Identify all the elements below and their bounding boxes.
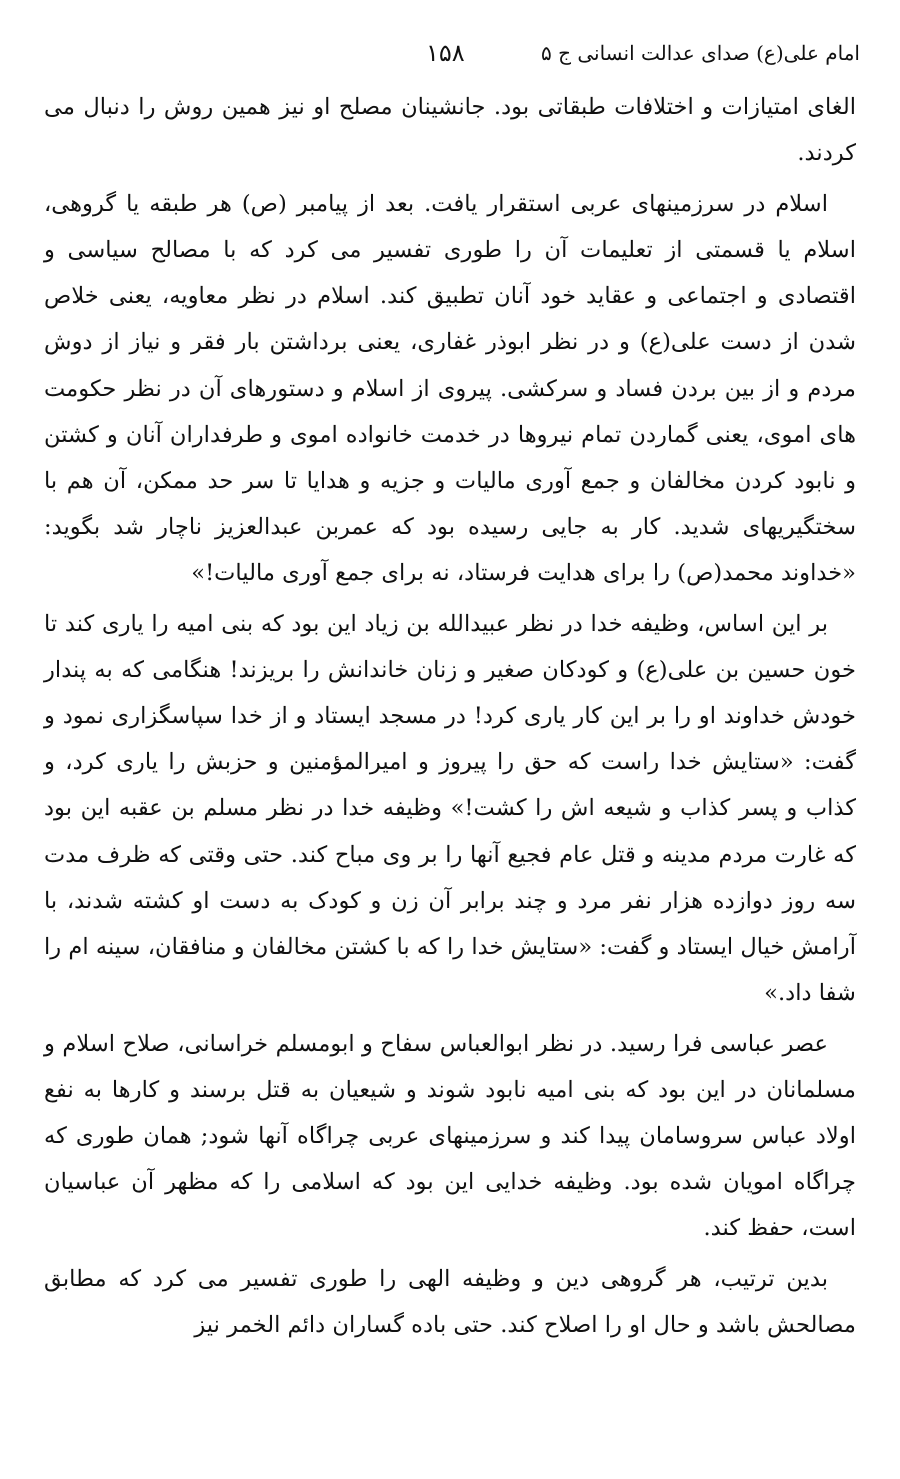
page-header <box>40 36 860 70</box>
body-text <box>44 84 856 1354</box>
paragraph: بر این اساس، وظیفه خدا در نظر عبیدالله بن زیاد این بود که بنی امیه را یاری کند تا خون حسین بن علی(ع) و کودکان صغیر و زنان خاندانش را بریزند! هنگامی که به پندار خودش خداوند او را بر این کار یاری کرد! در مسجد ایستاد و از خدا سپاسگزاری نمود و گفت: «ستایش خدا راست که حق را پیروز و امیرالمؤمنین و حزبش را یاری کرد، و کذاب و پسر کذاب و شیعه اش را کشت!» وظیفه خدا در نظر مسلم بن عقبه این بود که غارت مردم مدینه و قتل عام فجیع آنها را بر وی مباح کند. حتی وقتی که ظرف مدت سه روز دوازده هزار نفر مرد و چند برابر آن زن و کودک به دست او کشته شدند، با آرامش خیال ایستاد و گفت: «ستایش خدا را که با کشتن مخالفان و منافقان، سینه ام را شفا داد.» <box>44 611 856 1006</box>
page-number: ۱۵۸ <box>426 39 465 67</box>
paragraph: بدین ترتیب، هر گروهی دین و وظیفه الهی را طوری تفسیر می کرد که مطابق مصالحش باشد و حال او را اصلاح کند. حتی باده گساران دائم الخمر نیز <box>44 1266 856 1339</box>
paragraph: عصر عباسی فرا رسید. در نظر ابوالعباس سفاح و ابومسلم خراسانی، صلاح اسلام و مسلمانان در این بود که بنی امیه نابود شوند و شیعیان به قتل برسند و کارها به نفع اولاد عباس سروسامان پیدا کند و سرزمینهای عربی چراگاه آنها شود; همان طوری که چراگاه امویان شده بود. وظیفه خدایی این بود که اسلامی را که مظهر آن عباسیان است، حفظ کند. <box>44 1030 856 1242</box>
book-title: امام علی(ع) صدای عدالت انسانی ج ۵ <box>540 41 860 65</box>
paragraph: اسلام در سرزمینهای عربی استقرار یافت. بعد از پیامبر (ص) هر طبقه یا گروهی، اسلام یا قسمتی از تعلیمات آن را طوری تفسیر می کرد که با مصالح سیاسی و اقتصادی و اجتماعی و عقاید خود آنان تطبیق کند. اسلام در نظر معاویه، یعنی خلاص شدن از دست علی(ع) و در نظر ابوذر غفاری، یعنی برداشتن بار فقر و نیاز از دوش مردم و از بین بردن فساد و سرکشی. پیروی از اسلام و دستورهای آن در نظر حکومت های اموی، یعنی گماردن تمام نیروها در خدمت خانواده اموی و طرفداران آنان و کشتن و نابود کردن مخالفان و جمع آوری مالیات و جزیه و هدایا تا سر حد ممکن، آن هم با سختگیریهای شدید. کار به جایی رسیده بود که عمربن عبدالعزیز ناچار شد بگوید: «خداوند محمد(ص) را برای هدایت فرستاد، نه برای جمع آوری مالیات!» <box>44 191 856 586</box>
paragraph: الغای امتیازات و اختلافات طبقاتی بود. جانشینان مصلح او نیز همین روش را دنبال می کردند. <box>44 94 856 167</box>
